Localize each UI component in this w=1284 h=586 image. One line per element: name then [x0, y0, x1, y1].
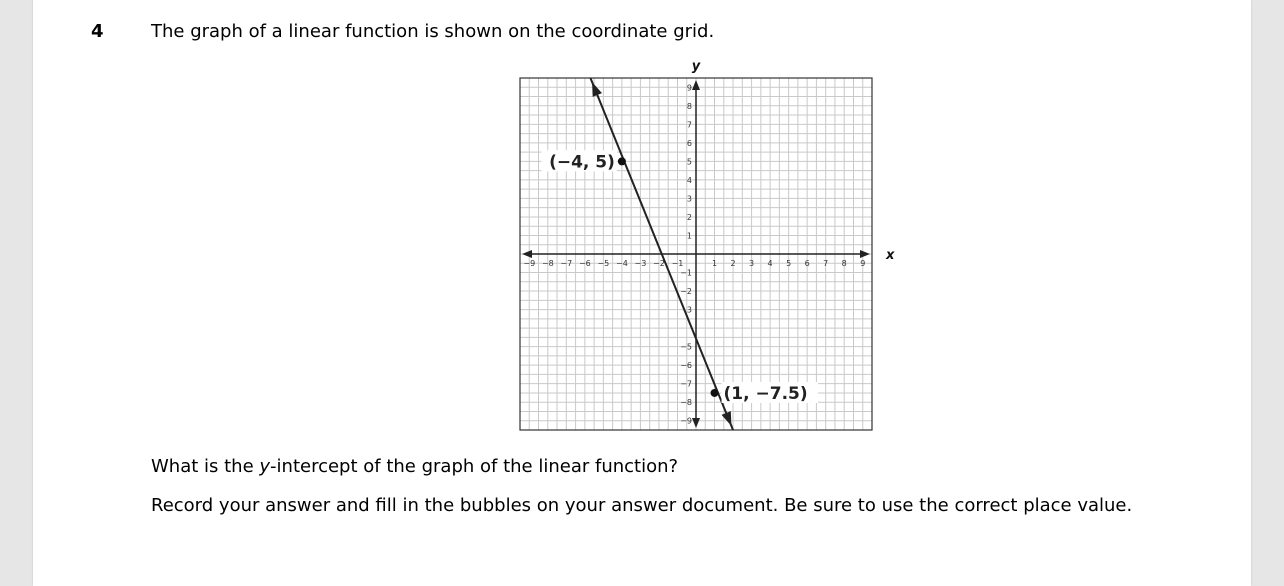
- question-text-variable: y: [259, 456, 271, 477]
- y-tick-label: −2: [680, 287, 692, 297]
- y-tick-label: 2: [686, 212, 692, 222]
- y-tick-label: 9: [686, 83, 692, 93]
- question-number: 4: [91, 21, 104, 42]
- question-prompt: The graph of a linear function is shown on the coordinate grid.: [151, 21, 715, 42]
- x-tick-label: 6: [804, 259, 810, 268]
- x-tick-label: 9: [860, 259, 866, 268]
- x-tick-label: 8: [841, 259, 847, 268]
- y-tick-label: 7: [686, 120, 692, 130]
- y-tick-label: −5: [680, 342, 692, 352]
- y-tick-label: −1: [680, 268, 692, 278]
- x-tick-label: 4: [767, 259, 773, 268]
- question-text-end: -intercept of the graph of the linear function?: [270, 456, 679, 477]
- y-tick-label: 5: [686, 157, 692, 167]
- point-label: (−4, 5): [549, 152, 615, 173]
- y-tick-label: 3: [686, 305, 692, 315]
- x-tick-label: 5: [786, 259, 792, 268]
- y-tick-label: 3: [686, 194, 692, 204]
- coordinate-graph: [480, 54, 900, 438]
- x-tick-label: −7: [560, 259, 573, 268]
- x-tick-label: −6: [578, 259, 591, 268]
- x-axis-label: x: [886, 248, 895, 263]
- x-tick-label: −8: [541, 259, 554, 268]
- y-tick-label: 6: [686, 138, 692, 148]
- x-tick-label: −5: [597, 259, 610, 268]
- y-tick-label: 4: [686, 175, 692, 185]
- x-tick-label: −9: [523, 259, 536, 268]
- coordinate-grid-svg: [480, 54, 900, 434]
- x-tick-label: 2: [730, 259, 736, 268]
- question-text-start: What is the: [151, 456, 260, 477]
- y-tick-label: −8: [680, 398, 692, 408]
- x-tick-label: 7: [823, 259, 829, 268]
- data-point: [711, 389, 719, 397]
- x-tick-label: −1: [671, 259, 684, 268]
- y-tick-label: 8: [686, 101, 692, 111]
- x-tick-label: −3: [634, 259, 647, 268]
- y-axis-label: y: [691, 59, 701, 74]
- y-tick-label: −9: [680, 416, 692, 426]
- answer-instruction: Record your answer and fill in the bubbles on your answer document. Be sure to use the correct place value.: [151, 495, 1133, 516]
- point-label: (1, −7.5): [723, 383, 808, 404]
- x-tick-label: −4: [615, 259, 628, 268]
- question-text: [151, 456, 678, 477]
- x-tick-label: 1: [711, 259, 718, 268]
- worksheet-page: [33, 0, 1251, 586]
- x-tick-label: 3: [749, 259, 755, 268]
- y-tick-label: −6: [680, 361, 692, 371]
- x-tick-label: −2: [653, 259, 665, 268]
- y-tick-label: 1: [686, 231, 692, 241]
- data-point: [618, 157, 626, 165]
- y-tick-label: −7: [680, 379, 692, 389]
